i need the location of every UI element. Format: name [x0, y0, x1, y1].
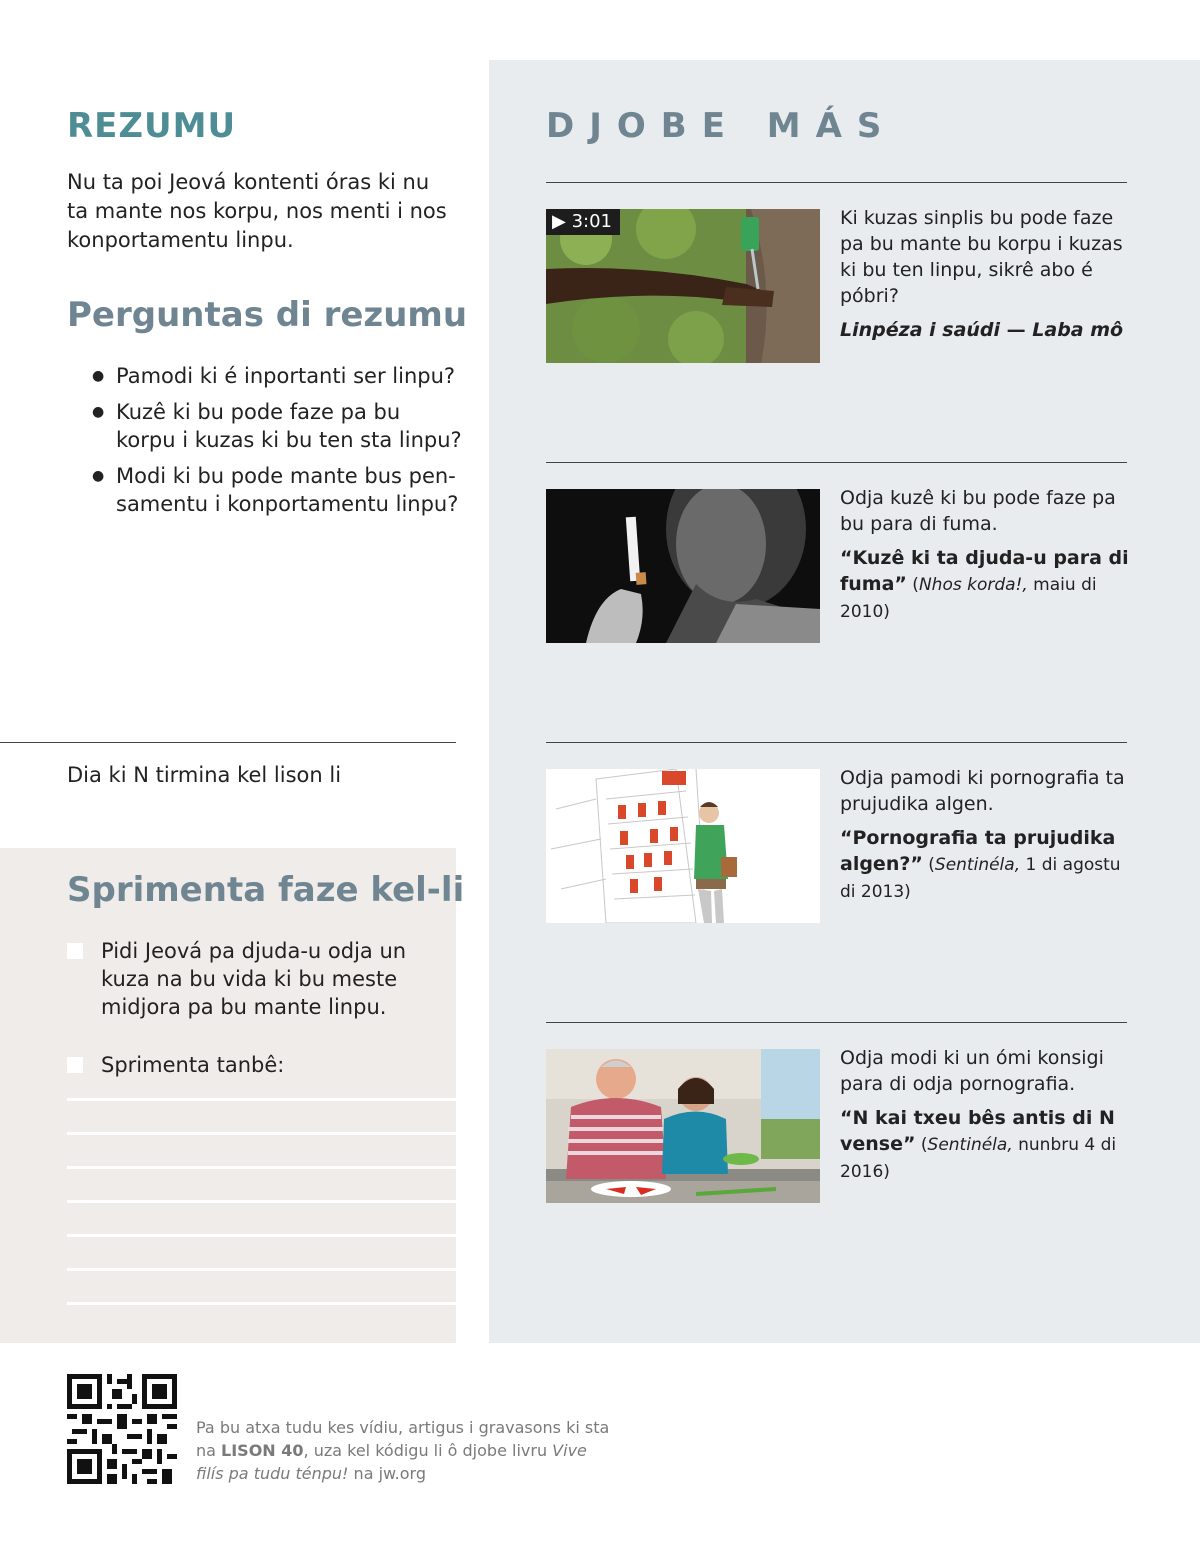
- writing-line[interactable]: [67, 1132, 456, 1135]
- footer-text: , uza kel kódigu li ô djobe livru: [303, 1441, 553, 1460]
- qr-code-icon: [67, 1374, 177, 1484]
- article-thumbnail-couple-kitchen[interactable]: [546, 1049, 820, 1203]
- task-item-text: Pidi Jeová pa djuda-u odja un kuza na bu vida ki bu meste midjora pa bu mante linpu.: [101, 939, 407, 1019]
- footer-note: [196, 1416, 616, 1485]
- rezumu-intro: Nu ta poi Jeová kontenti óras ki nu ta mante nos korpu, nos menti i nos konportamentu linpu.: [67, 170, 447, 252]
- writing-line[interactable]: [67, 1302, 456, 1305]
- publication-name: Nhos korda!,: [918, 575, 1028, 595]
- resource-desc: Odja pamodi ki pornografia ta prujudika algen.: [840, 767, 1125, 815]
- resource-desc: Ki kuzas sinplis bu pode faze pa bu mante bu korpu i kuzas ki bu ten linpu, sikrê abo é póbri?: [840, 207, 1123, 307]
- video-duration-badge: [546, 209, 620, 235]
- writing-line[interactable]: [67, 1166, 456, 1169]
- lesson-reference: LISON 40: [221, 1441, 304, 1460]
- question-item: ● Kuzê ki bu pode faze pa bu korpu i kuzas ki bu ten sta linpu?: [92, 398, 462, 454]
- separator: —: [1000, 319, 1033, 341]
- pornography-illustration: [546, 769, 820, 923]
- checkbox[interactable]: [67, 943, 83, 959]
- completion-date-label: Dia ki N tirmina kel lison li: [67, 763, 342, 787]
- divider: [0, 742, 456, 743]
- publication-issue: 1 di agostu di 2013): [840, 855, 1121, 902]
- writing-line[interactable]: [67, 1098, 456, 1101]
- qr-code[interactable]: [67, 1374, 177, 1484]
- divider: [546, 742, 1127, 743]
- resource-source: (: [915, 1135, 928, 1155]
- resource-desc: Odja kuzê ki bu pode faze pa bu para di fuma.: [840, 487, 1116, 535]
- question-list: [92, 362, 462, 526]
- resource-source: (: [906, 575, 919, 595]
- smoking-image: [546, 489, 820, 643]
- resource-title: “Pornografia ta prujudika algen?”: [840, 827, 1116, 875]
- questions-heading: Perguntas di rezumu: [67, 295, 468, 335]
- footer-text: Pa bu atxa tudu kes vídiu, artigus i gravasons ki sta na: [196, 1418, 610, 1460]
- article-thumbnail-pornography[interactable]: [546, 769, 820, 923]
- resource-title: “N kai txeu bês antis di N vense”: [840, 1107, 1115, 1155]
- resource-title: Linpéza i saúdi: [840, 319, 1001, 341]
- resource-title: “Kuzê ki ta djuda-u para di fuma”: [840, 547, 1129, 595]
- book-title: Vive filís pa tudu ténpu!: [196, 1441, 587, 1483]
- resource-item: [840, 765, 1130, 905]
- publication-name: Sentinéla,: [927, 1135, 1013, 1155]
- video-duration: 3:01: [571, 211, 612, 232]
- task-heading: Sprimenta faze kel-li: [67, 870, 465, 910]
- question-item: ● Pamodi ki é inportanti ser linpu?: [92, 362, 462, 390]
- resource-source: (: [922, 855, 935, 875]
- writing-line[interactable]: [67, 1200, 456, 1203]
- djobe-mas-heading: DJOBE MÁS: [546, 106, 897, 146]
- question-item: ● Modi ki bu pode mante bus pen-samentu i konportamentu linpu?: [92, 462, 462, 518]
- writing-line[interactable]: [67, 1268, 456, 1271]
- resource-link[interactable]: [840, 825, 1130, 905]
- divider: [546, 1022, 1127, 1023]
- divider: [546, 462, 1127, 463]
- couple-kitchen-image: [546, 1049, 820, 1203]
- task-item[interactable]: [67, 937, 437, 1021]
- article-thumbnail-smoking[interactable]: [546, 489, 820, 643]
- resource-desc: Odja modi ki un ómi konsigi para di odja pornografia.: [840, 1047, 1104, 1095]
- resource-link[interactable]: [840, 317, 1130, 343]
- resource-item: [840, 485, 1130, 625]
- publication-issue: maiu di 2010): [840, 575, 1097, 622]
- resource-item: [840, 1045, 1130, 1185]
- footer-text: na jw.org: [348, 1464, 426, 1483]
- publication-issue: nunbru 4 di 2016): [840, 1135, 1117, 1182]
- play-icon: ▶: [552, 211, 566, 232]
- publication-name: Sentinéla,: [934, 855, 1021, 875]
- video-thumbnail-handwashing[interactable]: [546, 209, 820, 363]
- task-item-text: Sprimenta tanbê:: [101, 1053, 285, 1077]
- resource-title: Laba mô: [1032, 319, 1124, 341]
- task-item[interactable]: [67, 1051, 437, 1079]
- divider: [546, 182, 1127, 183]
- writing-line[interactable]: [67, 1234, 456, 1237]
- resource-link[interactable]: [840, 545, 1130, 625]
- resource-link[interactable]: [840, 1105, 1130, 1185]
- checkbox[interactable]: [67, 1057, 83, 1073]
- rezumu-heading: REZUMU: [67, 106, 237, 146]
- resource-item: [840, 205, 1130, 343]
